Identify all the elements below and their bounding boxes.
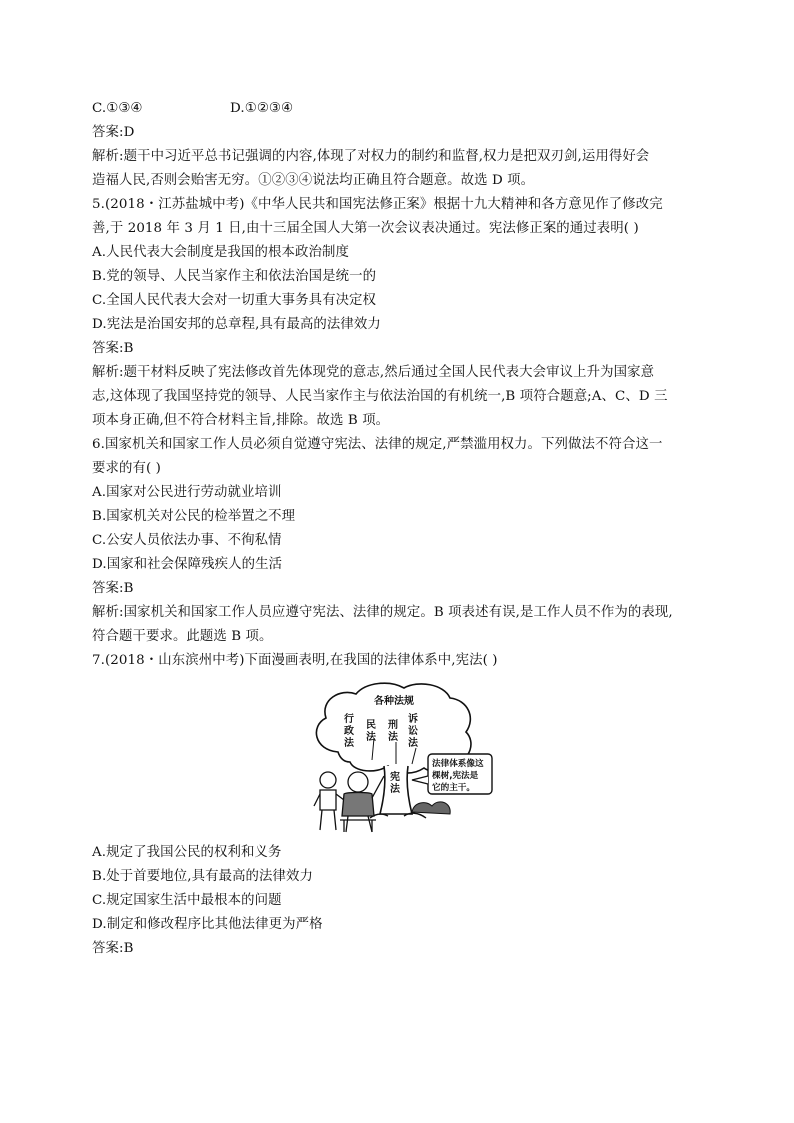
q6-analysis-line-2: 符合题干要求。此题选 B 项。 (92, 629, 273, 644)
child-figure (314, 772, 344, 830)
speech-line-2: 棵树,宪法是 (432, 771, 479, 781)
branch-1-char-1: 行 (344, 714, 354, 725)
q5-option-b: B.党的领导、人民当家作主和依法治国是统一的 (92, 269, 377, 284)
crown-label: 各种法规 (374, 696, 414, 707)
q6-answer: 答案:B (92, 581, 134, 596)
q5-analysis-line-2: 志,这体现了我国坚持党的领导、人民当家作主与依法治国的有机统一,B 项符合题意;A、C、D 三 (92, 389, 668, 404)
q5-answer: 答案:B (92, 341, 134, 356)
q6-option-c: C.公安人员依法办事、不徇私情 (92, 533, 282, 548)
branch-2-char-1: 民 (366, 720, 376, 731)
trunk-label (390, 770, 401, 795)
bush (412, 802, 450, 814)
q5-analysis-line-1: 解析:题干材料反映了宪法修改首先体现党的意志,然后通过全国人民代表大会审议上升为国家意 (92, 365, 655, 380)
law-tree-cartoon (300, 680, 494, 836)
q6-option-a: A.国家对公民进行劳动就业培训 (92, 485, 282, 500)
branch-1-label (344, 712, 355, 749)
branch-4-label (408, 712, 419, 749)
branch-3-char-2: 法 (388, 732, 398, 743)
q4-options-cd (92, 101, 712, 117)
q6-stem-line-2: 要求的有( ) (92, 461, 161, 476)
speech-line-1: 法律体系像这 (432, 759, 484, 769)
trunk-char-2: 法 (390, 784, 400, 795)
q6-option-b: B.国家机关对公民的检举置之不理 (92, 509, 296, 524)
q7-stem: 7.(2018・山东滨州中考)下面漫画表明,在我国的法律体系中,宪法( ) (92, 653, 498, 668)
q7-option-a: A.规定了我国公民的权利和义务 (92, 845, 282, 860)
branch-4-char-1: 诉 (408, 714, 418, 725)
q7-option-b: B.处于首要地位,具有最高的法律效力 (92, 869, 314, 884)
branch-4-char-3: 法 (408, 738, 418, 749)
q7-option-c: C.规定国家生活中最根本的问题 (92, 893, 282, 908)
q5-stem-line-1: 5.(2018・江苏盐城中考)《中华人民共和国宪法修正案》根据十九大精神和各方意见作了修改完 (92, 197, 663, 212)
speech-bubble-tail (412, 776, 428, 784)
q7-answer: 答案:B (92, 941, 134, 956)
q6-option-d: D.国家和社会保障残疾人的生活 (92, 557, 283, 572)
branch-1-char-2: 政 (344, 726, 354, 737)
branch-3-char-1: 刑 (388, 720, 398, 731)
q6-stem-line-1: 6.国家机关和国家工作人员必须自觉遵守宪法、法律的规定,严禁滥用权力。下列做法不符合这一 (92, 437, 663, 452)
q5-analysis-line-3: 项本身正确,但不符合材料主旨,排除。故选 B 项。 (92, 413, 390, 428)
branch-4-char-2: 讼 (408, 726, 418, 737)
q4-analysis-line-1: 解析:题干中习近平总书记强调的内容,体现了对权力的制约和监督,权力是把双刃剑,运用得好会 (92, 149, 650, 164)
law-tree-cartoon-svg (300, 680, 494, 836)
q7-option-d: D.制定和修改程序比其他法律更为严格 (92, 917, 323, 932)
branch-2-char-2: 法 (366, 732, 376, 743)
q5-option-d: D.宪法是治国安邦的总章程,具有最高的法律效力 (92, 317, 381, 332)
trunk-char-1: 宪 (390, 772, 400, 783)
q4-answer: 答案:D (92, 125, 135, 140)
q5-stem-line-2: 善,于 2018 年 3 月 1 日,由十三届全国人大第一次会议表决通过。宪法修正案的通过表明( ) (92, 221, 639, 236)
adult-figure (340, 772, 384, 832)
speech-line-3: 它的主干。 (432, 783, 475, 793)
branch-3-label (388, 718, 399, 743)
q4-option-d: D.①②③④ (230, 101, 294, 116)
q5-option-c: C.全国人民代表大会对一切重大事务具有决定权 (92, 293, 377, 308)
q6-analysis-line-1: 解析:国家机关和国家工作人员应遵守宪法、法律的规定。B 项表述有误,是工作人员不作为的表现, (92, 605, 673, 620)
branch-1-char-3: 法 (344, 738, 354, 749)
branch-2-label (366, 718, 377, 743)
q4-analysis-line-2: 造福人民,否则会贻害无穷。①②③④说法均正确且符合题意。故选 D 项。 (92, 173, 535, 188)
q5-option-a: A.人民代表大会制度是我国的根本政治制度 (92, 245, 349, 260)
q4-option-c: C.①③④ (92, 101, 143, 116)
